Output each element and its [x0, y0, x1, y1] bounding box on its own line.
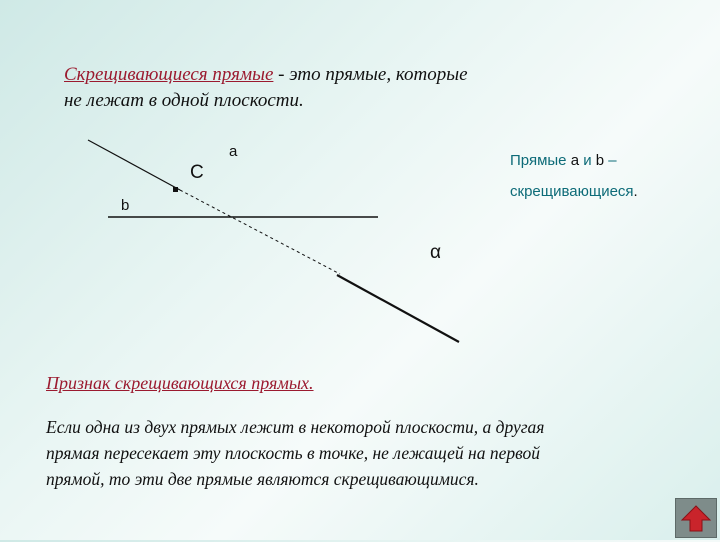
note-a: a	[570, 152, 580, 169]
sign-text	[46, 414, 646, 492]
note-line2: скрещивающиеся	[510, 183, 634, 200]
note-dot: .	[633, 183, 638, 200]
note	[510, 145, 710, 207]
point-c	[173, 187, 178, 192]
label-c: C	[190, 162, 204, 183]
definition-text-1: - это прямые, которые	[273, 64, 468, 85]
definition-term: Скрещивающиеся прямые	[64, 64, 274, 85]
sign-title: Признак скрещивающихся прямых.	[46, 373, 314, 393]
sign-line-3: прямой, то эти две прямые являются скрещивающимися.	[46, 469, 479, 489]
label-alpha: α	[430, 242, 441, 263]
definition-text-2: не лежат в одной плоскости.	[64, 90, 304, 111]
line-a-solid-upper	[88, 140, 180, 190]
sign-line-2: прямая пересекает эту плоскость в точке, не лежащей на первой	[46, 443, 540, 463]
note-dash: –	[604, 152, 617, 169]
note-b: b	[595, 152, 605, 169]
sign-line-1: Если одна из двух прямых лежит в некоторой плоскости, а другая	[46, 417, 545, 437]
label-b: b	[121, 197, 130, 214]
up-arrow-icon	[676, 499, 716, 537]
note-prefix: Прямые	[510, 152, 571, 169]
note-mid: и	[579, 152, 596, 169]
nav-up-button[interactable]	[675, 498, 717, 538]
line-a-dashed-hidden	[180, 190, 340, 274]
line-a-solid-lower	[337, 275, 459, 342]
label-a: a	[229, 143, 238, 160]
